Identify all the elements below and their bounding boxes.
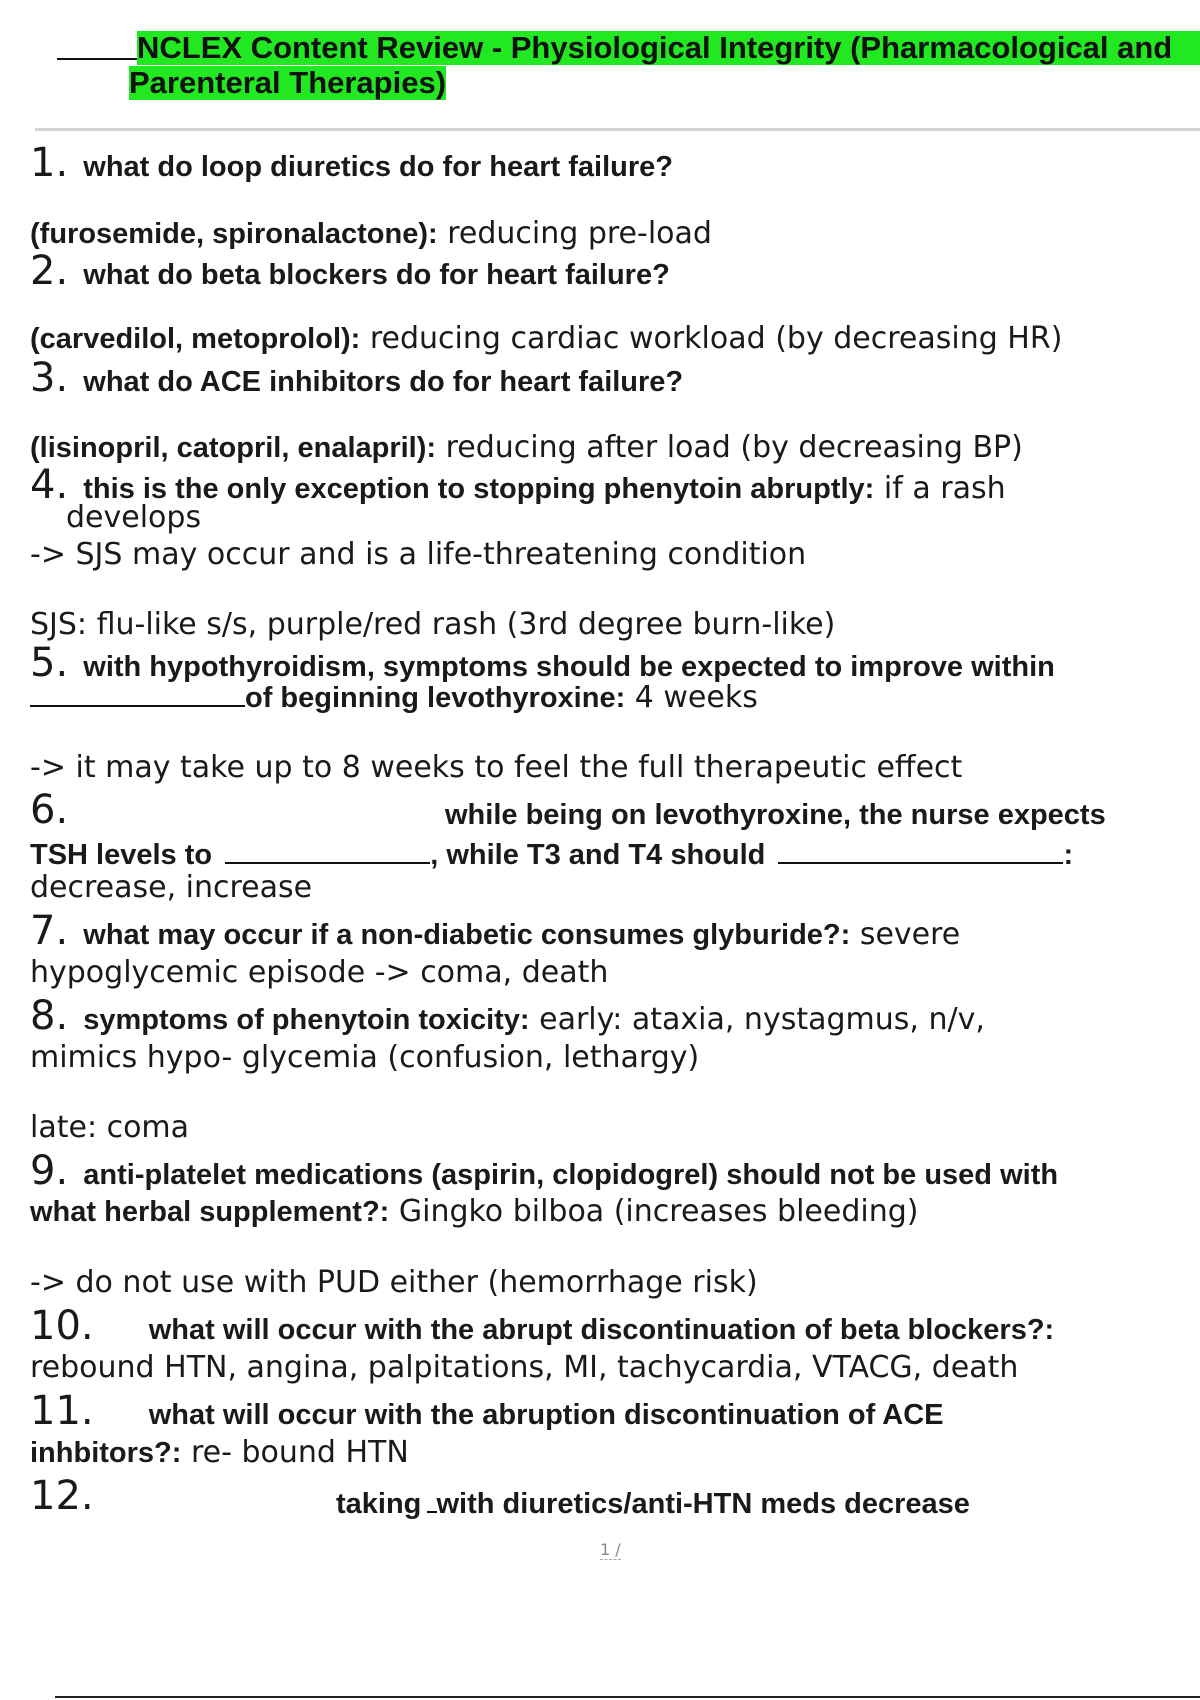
- item-question: anti-platelet medications (aspirin, clopidogrel) should not be used with: [83, 1159, 1059, 1191]
- item-answer: reducing after load (by decreasing BP): [436, 430, 1023, 465]
- item-question: what herbal supplement?:: [30, 1196, 390, 1228]
- item-question: :: [1063, 839, 1074, 871]
- item-question-line: [30, 1435, 409, 1470]
- item-answer: reducing cardiac workload (by decreasing HR): [360, 321, 1063, 356]
- item-answer: late: coma: [30, 1110, 190, 1145]
- item-answer: decrease, increase: [30, 870, 313, 905]
- item-number: 6.: [30, 787, 69, 833]
- page-title-line2: Parenteral Therapies): [129, 65, 447, 100]
- list-item: [30, 140, 673, 186]
- item-question-line: [30, 836, 1073, 872]
- item-answer: develops: [66, 500, 202, 535]
- item-question: this is the only exception to stopping phenytoin abruptly:: [83, 473, 875, 505]
- item-question: while being on levothyroxine, the nurse expects: [445, 799, 1106, 831]
- item-number: 12.: [30, 1473, 94, 1519]
- item-number: 4.: [30, 462, 69, 508]
- item-number: 9.: [30, 1148, 69, 1194]
- item-answer: -> SJS may occur and is a life-threatening condition: [30, 537, 807, 572]
- item-question: what do ACE inhibitors do for heart failure?: [83, 366, 684, 398]
- item-question: what will occur with the abrupt discontinuation of beta blockers?:: [148, 1314, 1055, 1346]
- item-question: with hypothyroidism, symptoms should be expected to improve within: [83, 651, 1055, 683]
- item-question: with diuretics/anti-HTN meds decrease: [436, 1488, 970, 1520]
- footer-divider: [55, 1696, 1200, 1698]
- item-number: 8.: [30, 993, 69, 1039]
- page-number: 1 /: [600, 1540, 621, 1559]
- item-answer: Gingko bilboa (increases bleeding): [389, 1194, 919, 1229]
- item-question: what do loop diuretics do for heart failure?: [83, 151, 673, 183]
- item-answer: early: ataxia, nystagmus, n/v,: [529, 1002, 985, 1037]
- item-question: what will occur with the abruption discontinuation of ACE: [148, 1399, 944, 1431]
- item-answer: SJS: flu-like s/s, purple/red rash (3rd degree burn-like): [30, 607, 836, 642]
- item-answer-line: [30, 321, 1062, 356]
- list-item: [30, 993, 985, 1039]
- item-number: 7.: [30, 908, 69, 954]
- item-answer: rebound HTN, angina, palpitations, MI, tachycardia, VTACG, death: [30, 1350, 1019, 1385]
- item-answer: if a rash: [874, 471, 1006, 506]
- title-underline: [57, 58, 137, 60]
- item-question-line: [30, 1194, 918, 1229]
- item-number: 10.: [30, 1303, 94, 1349]
- list-item: [30, 355, 683, 401]
- fill-in-blank: [30, 679, 245, 707]
- item-question: TSH levels to: [30, 839, 213, 871]
- item-question: of beginning levothyroxine:: [245, 682, 626, 714]
- item-question: taking: [336, 1488, 422, 1520]
- fill-in-blank: [225, 836, 430, 864]
- page-title-line1: NCLEX Content Review - Physiological Integrity (Pharmacological and: [137, 31, 1200, 65]
- list-item: [30, 1388, 944, 1434]
- item-answer: re- bound HTN: [181, 1435, 409, 1470]
- item-answer: severe: [850, 917, 961, 952]
- item-drugs: (furosemide, spironalactone):: [30, 218, 438, 250]
- item-question: inhbitors?:: [30, 1437, 182, 1469]
- item-answer: reducing pre-load: [437, 216, 712, 251]
- item-number: 3.: [30, 355, 69, 401]
- item-question: symptoms of phenytoin toxicity:: [83, 1004, 530, 1036]
- item-number: 2.: [30, 248, 69, 294]
- item-question-line: [336, 1485, 970, 1521]
- list-item: [30, 1473, 94, 1519]
- item-question: what may occur if a non-diabetic consumes glyburide?:: [83, 919, 851, 951]
- item-number: 1.: [30, 140, 69, 186]
- divider: [35, 128, 1200, 131]
- list-item: [30, 908, 960, 954]
- list-item: [30, 787, 68, 833]
- fill-in-blank: [778, 836, 1063, 864]
- item-question: what do beta blockers do for heart failure?: [83, 259, 670, 291]
- item-answer: 4 weeks: [625, 680, 758, 715]
- fill-in-blank: [427, 1485, 437, 1513]
- item-answer: -> it may take up to 8 weeks to feel the full therapeutic effect: [30, 750, 963, 785]
- item-number: 11.: [30, 1388, 94, 1434]
- item-answer: -> do not use with PUD either (hemorrhage risk): [30, 1265, 758, 1300]
- item-question-line: [30, 679, 758, 715]
- item-answer: mimics hypo- glycemia (confusion, lethargy): [30, 1040, 700, 1075]
- list-item: [30, 248, 670, 294]
- list-item: [30, 1303, 1054, 1349]
- list-item: [30, 1148, 1058, 1194]
- item-answer-line: [30, 216, 712, 251]
- item-answer-line: [30, 430, 1023, 465]
- item-drugs: (carvedilol, metoprolol):: [30, 323, 361, 355]
- item-answer: hypoglycemic episode -> coma, death: [30, 955, 609, 990]
- item-number: 5.: [30, 640, 69, 686]
- item-drugs: (lisinopril, catopril, enalapril):: [30, 432, 437, 464]
- item-question: , while T3 and T4 should: [430, 839, 766, 871]
